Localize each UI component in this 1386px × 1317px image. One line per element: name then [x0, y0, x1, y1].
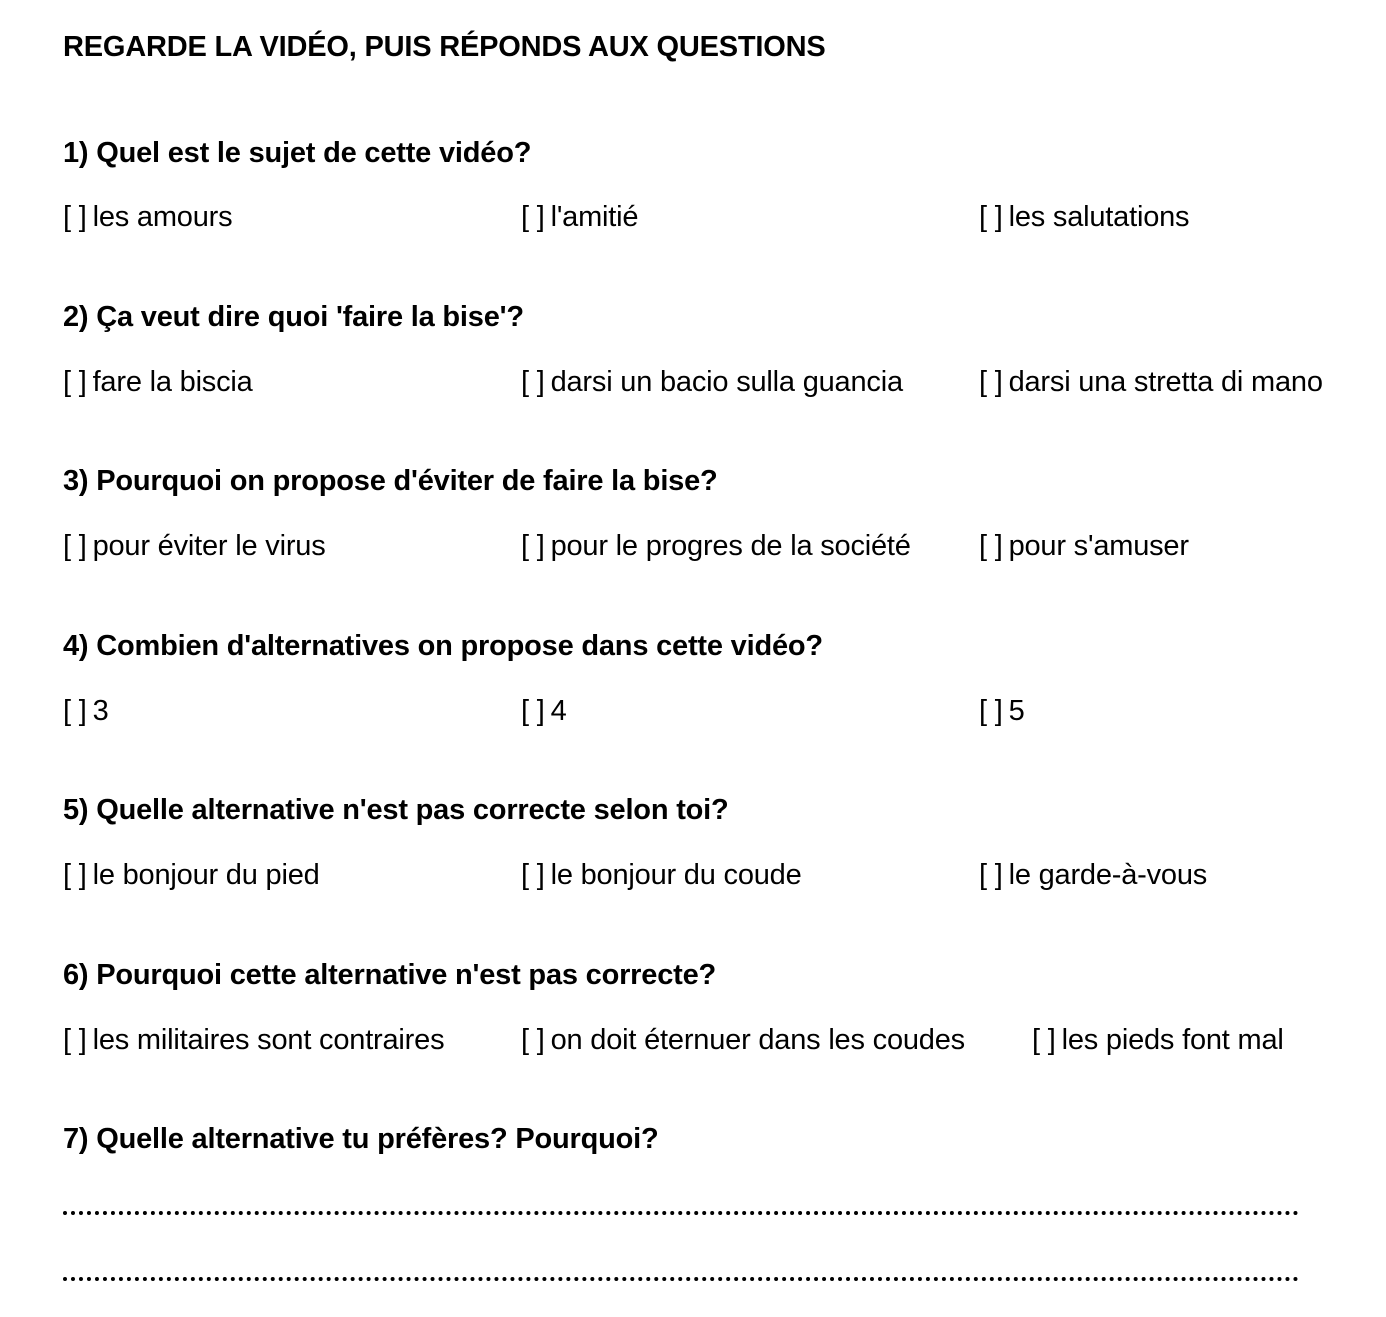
option-label: pour le progres de la société	[550, 530, 911, 562]
option-label: darsi un bacio sulla guancia	[550, 366, 903, 398]
option-label: 4	[550, 695, 567, 727]
question-3: 3) Pourquoi on propose d'éviter de faire la bise?	[63, 465, 718, 497]
option-label: darsi una stretta di mano	[1008, 366, 1323, 398]
checkbox-icon[interactable]: [ ]	[521, 1024, 545, 1056]
checkbox-icon[interactable]: [ ]	[979, 695, 1003, 727]
q4-option-a[interactable]	[63, 695, 109, 728]
q1-option-b[interactable]	[521, 201, 638, 234]
q3-option-c[interactable]	[979, 530, 1189, 563]
q5-option-b[interactable]	[521, 859, 802, 892]
answer-line-1[interactable]	[63, 1211, 1299, 1215]
checkbox-icon[interactable]: [ ]	[521, 695, 545, 727]
checkbox-icon[interactable]: [ ]	[63, 530, 87, 562]
q6-option-c[interactable]	[1032, 1024, 1284, 1057]
checkbox-icon[interactable]: [ ]	[521, 859, 545, 891]
q2-option-c[interactable]	[979, 366, 1323, 399]
option-label: pour s'amuser	[1008, 530, 1189, 562]
checkbox-icon[interactable]: [ ]	[1032, 1024, 1056, 1056]
answer-line-2[interactable]	[63, 1277, 1299, 1281]
q2-option-b[interactable]	[521, 366, 903, 399]
checkbox-icon[interactable]: [ ]	[521, 530, 545, 562]
option-label: on doit éternuer dans les coudes	[550, 1024, 965, 1056]
option-label: les militaires sont contraires	[92, 1024, 445, 1056]
checkbox-icon[interactable]: [ ]	[979, 859, 1003, 891]
q2-option-a[interactable]	[63, 366, 253, 399]
question-7: 7) Quelle alternative tu préfères? Pourquoi?	[63, 1123, 659, 1155]
option-label: les pieds font mal	[1061, 1024, 1284, 1056]
checkbox-icon[interactable]: [ ]	[63, 859, 87, 891]
q1-option-c[interactable]	[979, 201, 1189, 234]
q6-option-a[interactable]	[63, 1024, 444, 1057]
option-label: 5	[1008, 695, 1025, 727]
q1-option-a[interactable]	[63, 201, 232, 234]
checkbox-icon[interactable]: [ ]	[521, 366, 545, 398]
checkbox-icon[interactable]: [ ]	[521, 201, 545, 233]
option-label: le garde-à-vous	[1008, 859, 1208, 891]
worksheet-title: REGARDE LA VIDÉO, PUIS RÉPONDS AUX QUESTIONS	[63, 31, 826, 63]
checkbox-icon[interactable]: [ ]	[63, 366, 87, 398]
checkbox-icon[interactable]: [ ]	[979, 530, 1003, 562]
q3-option-b[interactable]	[521, 530, 911, 563]
q4-option-c[interactable]	[979, 695, 1025, 728]
q6-option-b[interactable]	[521, 1024, 965, 1057]
question-1: 1) Quel est le sujet de cette vidéo?	[63, 137, 532, 169]
checkbox-icon[interactable]: [ ]	[979, 201, 1003, 233]
option-label: pour éviter le virus	[92, 530, 326, 562]
checkbox-icon[interactable]: [ ]	[63, 1024, 87, 1056]
option-label: les salutations	[1008, 201, 1190, 233]
question-5: 5) Quelle alternative n'est pas correcte selon toi?	[63, 794, 729, 826]
q5-option-c[interactable]	[979, 859, 1207, 892]
option-label: le bonjour du coude	[550, 859, 802, 891]
q4-option-b[interactable]	[521, 695, 567, 728]
checkbox-icon[interactable]: [ ]	[63, 695, 87, 727]
question-2: 2) Ça veut dire quoi 'faire la bise'?	[63, 301, 524, 333]
option-label: les amours	[92, 201, 233, 233]
question-4: 4) Combien d'alternatives on propose dans cette vidéo?	[63, 630, 823, 662]
option-label: l'amitié	[550, 201, 639, 233]
option-label: fare la biscia	[92, 366, 253, 398]
q3-option-a[interactable]	[63, 530, 326, 563]
checkbox-icon[interactable]: [ ]	[979, 366, 1003, 398]
q5-option-a[interactable]	[63, 859, 320, 892]
option-label: le bonjour du pied	[92, 859, 320, 891]
checkbox-icon[interactable]: [ ]	[63, 201, 87, 233]
option-label: 3	[92, 695, 109, 727]
question-6: 6) Pourquoi cette alternative n'est pas correcte?	[63, 959, 717, 991]
